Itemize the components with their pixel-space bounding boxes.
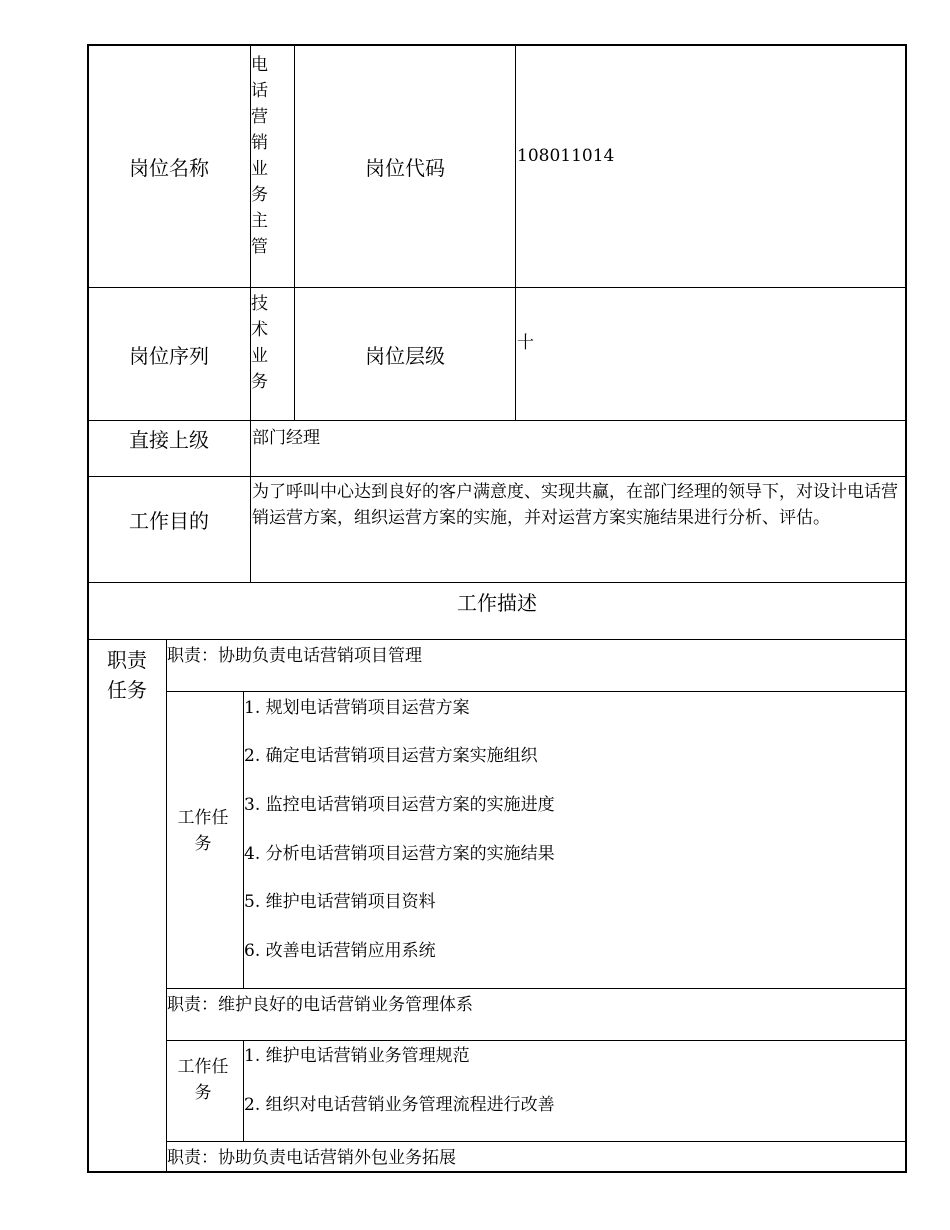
label-job-level: 岗位层级	[365, 343, 445, 368]
row-divider	[87, 639, 907, 640]
task-item: 3. 监控电话营销项目运营方案的实施进度	[244, 795, 555, 815]
task-item: 2. 确定电话营销项目运营方案实施组织	[244, 746, 538, 766]
value-job-level: 十	[517, 333, 534, 353]
task-item: 6. 改善电话营销应用系统	[244, 941, 436, 961]
row-divider	[166, 691, 907, 692]
row-divider	[166, 1141, 907, 1142]
task-item: 1. 维护电话营销业务管理规范	[244, 1046, 470, 1066]
task-item: 2. 组织对电话营销业务管理流程进行改善	[244, 1095, 555, 1115]
row-divider	[166, 988, 907, 989]
value-job-code: 108011014	[517, 146, 615, 166]
label-work-tasks: 工作任务	[177, 1057, 229, 1103]
label-job-name: 岗位名称	[129, 155, 209, 180]
duty-title: 职责：协助负责电话营销项目管理	[167, 646, 422, 666]
duty-title: 职责：维护良好的电话营销业务管理体系	[167, 995, 473, 1015]
value-direct-superior: 部门经理	[252, 428, 320, 448]
column-divider	[515, 44, 516, 420]
label-work-purpose: 工作目的	[129, 509, 209, 533]
duty-title: 职责：协助负责电话营销外包业务拓展	[167, 1148, 456, 1168]
value-job-name: 电话营销业务主管	[251, 55, 268, 257]
section-title: 工作描述	[457, 590, 537, 615]
label-work-tasks: 工作任务	[177, 808, 229, 854]
task-item: 5. 维护电话营销项目资料	[244, 892, 436, 912]
column-divider	[166, 639, 167, 1173]
task-item: 1. 规划电话营销项目运营方案	[244, 698, 470, 718]
value-work-purpose: 为了呼叫中心达到良好的客户满意度、实现共赢，在部门经理的领导下，对设计电话营销运营方案，组织运营方案的实施，并对运营方案实施结果进行分析、评估。	[252, 482, 898, 528]
value-job-series: 技术业务	[251, 294, 268, 392]
label-job-series: 岗位序列	[129, 343, 209, 368]
row-divider	[166, 1040, 907, 1041]
label-direct-superior: 直接上级	[129, 427, 209, 452]
task-item: 4. 分析电话营销项目运营方案的实施结果	[244, 844, 555, 864]
label-job-code: 岗位代码	[365, 155, 445, 180]
label-duty-tasks: 职责任务	[107, 648, 147, 702]
